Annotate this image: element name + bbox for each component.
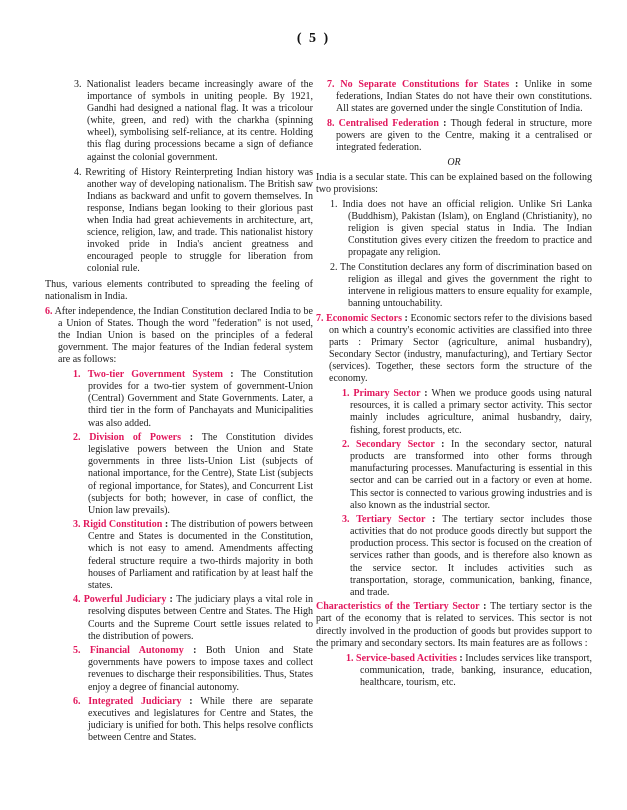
provision-item	[316, 199, 592, 259]
sector-number: 3.	[342, 514, 350, 526]
feature-item	[45, 519, 313, 592]
heading-separator: :	[183, 645, 206, 657]
heading-separator: :	[434, 439, 452, 451]
sector-number: 2.	[342, 439, 350, 451]
provision-number: 1.	[330, 198, 338, 210]
question-body: Economic sectors refer to the divisions based on which a country's economic activities are classified into three parts : Primary Sector (agriculture, animal husbandry), Secondary Sector (industry, manufacturing), and Tertiary Sector (services). Together, these sectors form the structure of the economy.	[329, 312, 592, 385]
heading-separator: :	[222, 369, 241, 381]
feature-heading: Division of Powers	[89, 432, 182, 444]
characteristics-paragraph	[316, 601, 592, 649]
heading-separator: :	[456, 652, 466, 664]
provision-number: 2.	[330, 261, 338, 273]
right-column	[316, 79, 592, 692]
sector-body: The tertiary sector includes those activities that do not produce goods directly but support the production process. This sector is focused on the creation of services rather than goods, and is therefore also known as the service sector. It includes activities such as transportation, storage, communication, banking, finance, and trade.	[350, 514, 592, 598]
heading-separator: :	[181, 696, 201, 708]
sector-number: 1.	[342, 388, 350, 400]
heading-separator: :	[162, 519, 171, 531]
sector-body: When we produce goods using natural resources, it is called a primary sector activity. This sector mainly includes agriculture, animal husbandry, dairy, fishing, forest products, etc.	[350, 388, 593, 436]
feature-item	[316, 79, 592, 115]
list-item	[45, 79, 313, 164]
feature-heading: Powerful Judiciary	[83, 594, 167, 606]
characteristic-number: 1.	[346, 652, 354, 664]
sector-item	[316, 388, 592, 436]
heading-separator: :	[425, 514, 443, 526]
feature-number: 5.	[73, 645, 81, 657]
heading-separator: :	[166, 594, 177, 606]
heading-separator: :	[401, 312, 411, 324]
feature-number: 8.	[327, 117, 335, 129]
feature-number: 2.	[73, 432, 81, 444]
characteristic-heading: Service-based Activities	[356, 652, 457, 664]
heading-separator: :	[420, 388, 432, 400]
question-item	[316, 313, 592, 386]
feature-number: 4.	[73, 594, 81, 606]
item-text: Nationalist leaders became increasingly aware of the importance of symbols in uniting people. By 1921, Gandhi had designed a national flag. It was a tricolour (white, green, and red) with the charkha (spinning wheel), symbolising self-reliance, at its centre. Holding this flag during processions became a sign of defiance against the colonial government.	[86, 79, 314, 163]
feature-heading: Integrated Judiciary	[88, 696, 182, 708]
question-item	[45, 306, 313, 366]
heading-separator: :	[479, 601, 491, 613]
feature-body: The judiciary plays a vital role in resolving disputes between Centre and States. The High Courts and the Supreme Court settle issues related to the distribution of powers.	[88, 594, 314, 642]
sector-item	[316, 439, 592, 512]
feature-item	[45, 645, 313, 693]
characteristics-body: The tertiary sector is the part of the economy that is related to services. This sector is not directly involved in the production of goods but provides support to the primary and secondary sectors. Its main features are as follows :	[316, 601, 592, 649]
or-divider: OR	[447, 156, 461, 168]
feature-body: The Constitution divides legislative powers between the Union and State governments in three lists-Union List (subjects of national importance, for the Centre), State List (subjects of regional importance, for States), and Concurrent List (subjects for both; however, in case of conflict, the Union law prevails).	[88, 432, 313, 516]
feature-body: While there are separate executives and legislatures for Centre and States, the judiciary is unified for both. This helps resolve conflicts between Centre and States.	[88, 696, 313, 744]
feature-heading: No Separate Constitutions for States	[340, 79, 510, 90]
feature-body: Both Union and State governments have powers to impose taxes and collect revenues to discharge their responsibilities. Thus, States enjoy a degree of financial autonomy.	[88, 645, 313, 693]
question-number: 7.	[316, 312, 324, 324]
characteristic-body: Includes services like transport, communication, trade, banking, insurance, education, healthcare, tourism, etc.	[360, 652, 592, 688]
question-heading: Economic Sectors	[326, 312, 402, 324]
feature-item	[45, 696, 313, 744]
provision-item	[316, 262, 592, 310]
feature-heading: Rigid Constitution	[83, 519, 163, 531]
question-number: 6.	[45, 305, 53, 317]
left-column	[45, 79, 313, 747]
characteristics-heading: Characteristics of the Tertiary Sector	[316, 601, 480, 613]
feature-heading: Two-tier Government System	[87, 369, 223, 381]
feature-body: The distribution of powers between Centre and States is documented in the Constitution, which is not easy to amend. Amendments affecting federal structure require a two-thirds majority in both houses of Parliament and ratification by at least half the states.	[88, 519, 314, 591]
page-number: ( 5 )	[296, 31, 331, 46]
provision-text: The Constitution declares any form of discrimination based on religion as illegal and gives the government the right to intervene in religious matters to ensure equality for example, banning untouchability.	[340, 261, 592, 310]
item-text: Rewriting of History Reinterpreting Indian history was another way of developing nationalism. The British saw Indians as backward and unfit to govern themselves. In response, Indians began looking to their glorious past when India had great achievements in architecture, art, science, religion, law, and trade. This nationalist history invoked pride in India's ancient greatness and encouraged people to struggle for liberation from colonial rule.	[85, 166, 313, 275]
feature-body: The Constitution provides for a two-tier system of government-Union (Central) Government and State Governments. Later, a third tier in the form of Panchayats and Municipalities was also added.	[88, 369, 314, 429]
conclusion-paragraph: Thus, various elements contributed to spreading the feeling of nationalism in India.	[45, 278, 313, 302]
sector-item	[316, 514, 592, 599]
feature-body: Though federal in structure, more powers are given to the Centre, making it a centralised or integrated federation.	[336, 117, 592, 153]
feature-item	[45, 432, 313, 517]
item-number: 3.	[74, 79, 82, 90]
feature-number: 6.	[73, 696, 81, 708]
sector-heading: Tertiary Sector	[356, 514, 426, 526]
feature-body: Unlike in some federations, Indian States do not have their own constitutions. All states are governed under the single Constitution of India.	[336, 79, 592, 115]
sector-heading: Primary Sector	[353, 388, 421, 400]
feature-number: 3.	[73, 519, 81, 531]
feature-item	[45, 594, 313, 642]
question-text: After independence, the Indian Constitution declared India to be a Union of States. Though the word "federation" is not used, the Indian Union is based on the principles of a federal government. The major features of the Indian federal system are as follows:	[54, 305, 313, 366]
list-item	[45, 167, 313, 276]
heading-separator: :	[509, 79, 525, 90]
feature-number: 7.	[327, 79, 335, 90]
heading-separator: :	[438, 117, 451, 129]
feature-heading: Centralised Federation	[338, 117, 439, 129]
item-number: 4.	[74, 166, 82, 178]
provision-text: India does not have an official religion. Unlike Sri Lanka (Buddhism), Pakistan (Islam), on England (Christianity), no religion is given special status in India. The Indian Constitution gives every citizen the freedom to practice and propagate any religion.	[342, 198, 593, 259]
feature-heading: Financial Autonomy	[89, 645, 184, 657]
characteristic-feature-item	[316, 653, 592, 689]
feature-number: 1.	[73, 369, 81, 381]
secular-intro-paragraph: India is a secular state. This can be explained based on the following two provisions:	[316, 171, 592, 195]
heading-separator: :	[181, 432, 202, 444]
feature-item	[316, 118, 592, 154]
sector-heading: Secondary Sector	[356, 439, 435, 451]
feature-item	[45, 369, 313, 429]
sector-body: In the secondary sector, natural products are transformed into other forms through manufacturing processes. Manufacturing is essential in this sector and can be carried out in a factory or even at home. This sector is connected to various growing industries and is also known as the industrial sector.	[350, 439, 593, 511]
